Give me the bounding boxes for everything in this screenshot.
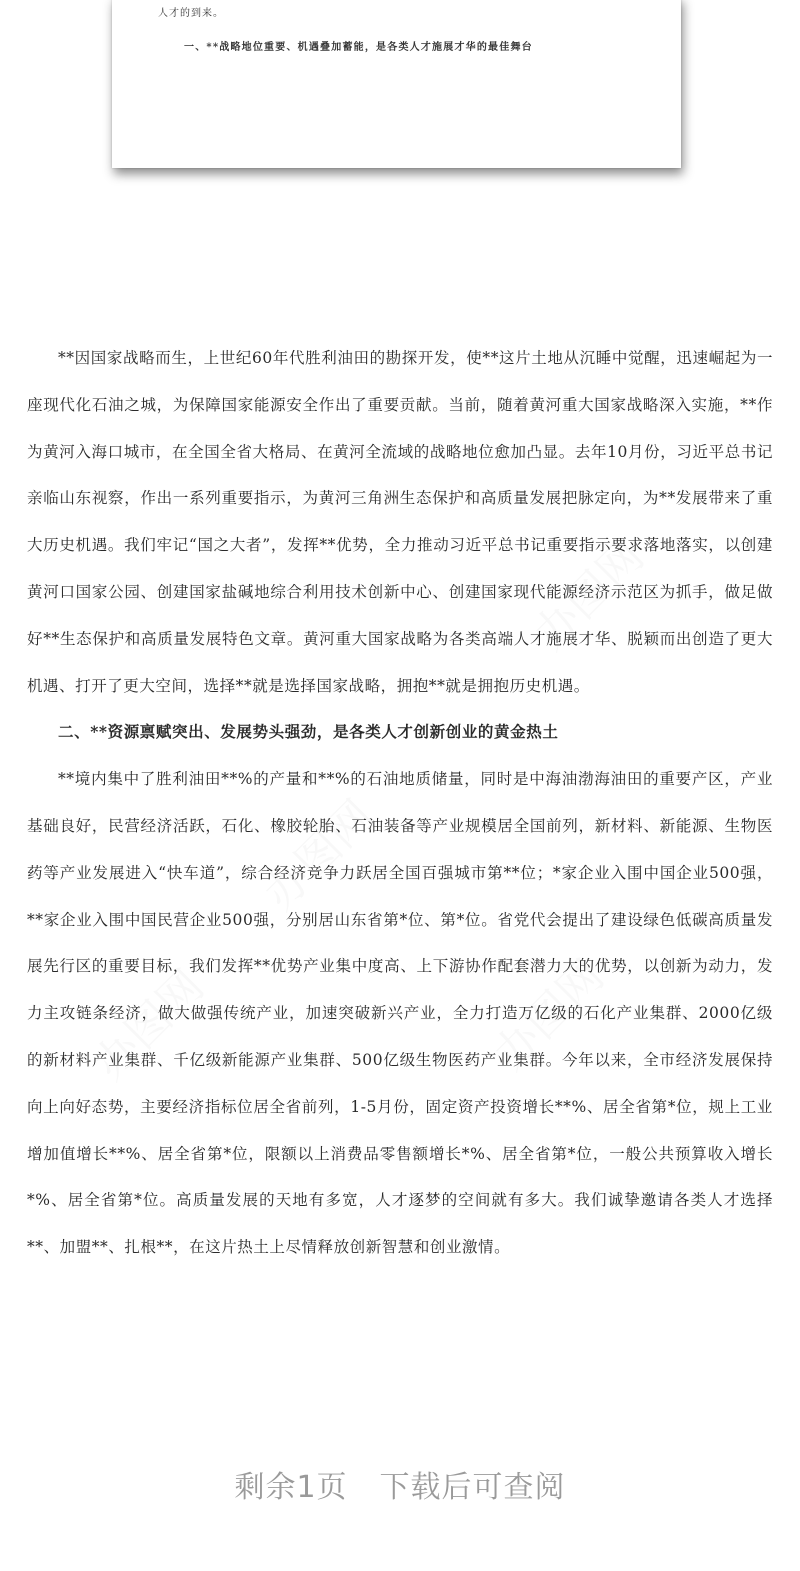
- preview-text-line: 人才的到来。: [158, 8, 224, 19]
- section-heading: 二、**资源禀赋突出、发展势头强劲，是各类人才创新创业的黄金热土: [58, 722, 559, 742]
- watermark: 办图网: [524, 530, 654, 660]
- preview-section-heading: 一、**战略地位重要、机遇叠加蓄能，是各类人才施展才华的最佳舞台: [184, 42, 533, 53]
- watermark: 办图网: [84, 960, 214, 1090]
- download-to-view-label: 下载后可查阅: [379, 1470, 566, 1505]
- watermark: 办图网: [254, 790, 384, 920]
- body-paragraph: **境内集中了胜利油田**%的产量和**%的石油地质储量，同时是中海油渤海油田的重要产区，产业基础良好，民营经济活跃，石化、橡胶轮胎、石油装备等产业规模居全国前列，新材料、新能源、生物医药等产业发展进入“快车道”，综合经济竞争力跃居全国百强城市第**位；*家企业入围中国企业500强，**家企业入围中国民营企业500强，分别居山东省第*位、第*位。省党代会提出了建设绿色低碳高质量发展先行区的重要目标，我们发挥**优势产业集中度高、上下游协作配套潜力大的优势，以创新为动力，发力主攻链条经济，做大做强传统产业，加速突破新兴产业，全力打造万亿级的石化产业集群、2000亿级的新材料产业集群、千亿级新能源产业集群、500亿级生物医药产业集群。今年以来，全市经济发展保持向上向好态势，主要经济指标位居全省前列，1-5月份，固定资产投资增长**%、居全省第*位，规上工业增加值增长**%、居全省第*位，限额以上消费品零售额增长*%、居全省第*位，一般公共预算收入增长*%、居全省第*位。高质量发展的天地有多宽，人才逐梦的空间就有多大。我们诚挚邀请各类人才选择**、加盟**、扎根**，在这片热土上尽情释放创新智慧和创业激情。: [27, 770, 773, 1257]
- document-body: [27, 335, 773, 1271]
- watermark: 办图网: [484, 950, 614, 1080]
- download-prompt[interactable]: [0, 1462, 800, 1506]
- remaining-pages-label: 剩余1页: [234, 1470, 348, 1505]
- body-paragraph: **因国家战略而生，上世纪60年代胜利油田的勘探开发，使**这片土地从沉睡中觉醒，迅速崛起为一座现代化石油之城，为保障国家能源安全作出了重要贡献。当前，随着黄河重大国家战略深入实施，**作为黄河入海口城市，在全国全省大格局、在黄河全流域的战略地位愈加凸显。去年10月份，习近平总书记亲临山东视察，作出一系列重要指示，为黄河三角洲生态保护和高质量发展把脉定向，为**发展带来了重大历史机遇。我们牢记“国之大者”，发挥**优势，全力推动习近平总书记重要指示要求落地落实，以创建黄河口国家公园、创建国家盐碱地综合利用技术创新中心、创建国家现代能源经济示范区为抓手，做足做好**生态保护和高质量发展特色文章。黄河重大国家战略为各类高端人才施展才华、脱颖而出创造了更大机遇、打开了更大空间，选择**就是选择国家战略，拥抱**就是拥抱历史机遇。: [27, 349, 773, 695]
- preview-page-card: [112, 0, 681, 168]
